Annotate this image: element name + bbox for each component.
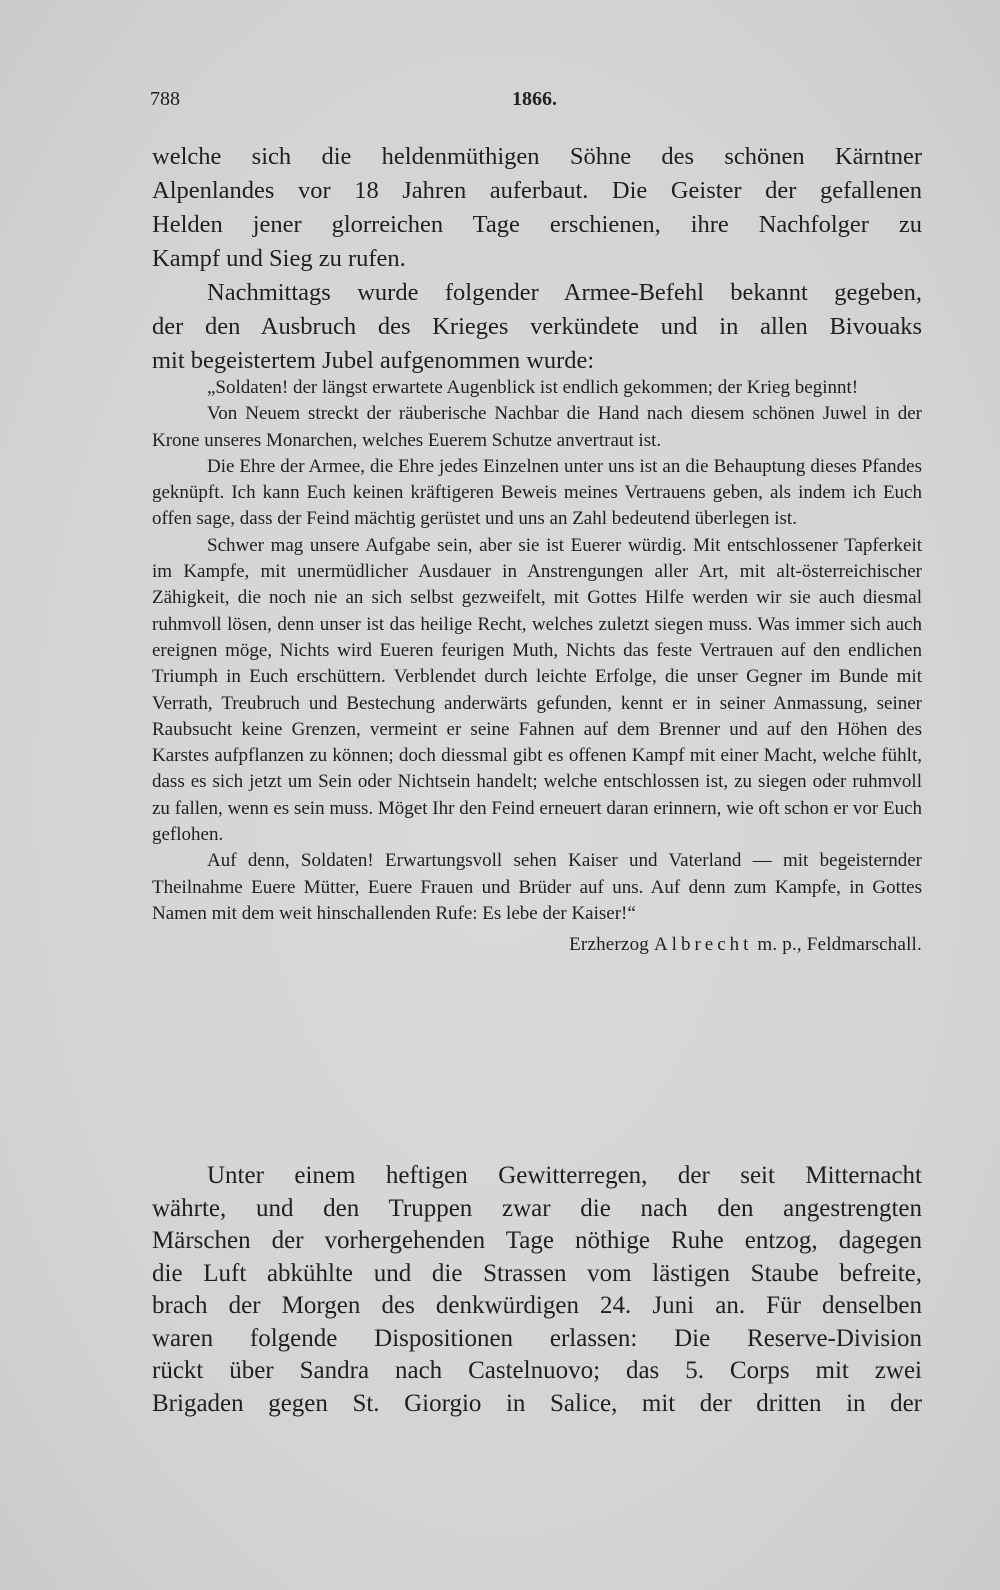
text-line: die Luft abkühlte und die Strassen vom lästigen Staube befreite, — [152, 1259, 922, 1287]
army-order — [152, 375, 922, 959]
order-paragraph: „Soldaten! der längst erwartete Augenblick ist endlich gekommen; der Krieg beginnt! — [207, 377, 859, 398]
order-paragraph: Schwer mag unsere Aufgabe sein, aber sie ist Euerer würdig. Mit entschlossener Tapferkeit im Kampfe, mit unermüdlicher Ausdauer in Anstrengungen aller Art, mit alt-österreichischer Zähigkeit, die noch nie an sich selbst gezweifelt, mit Gottes Hilfe werden wir sie auch diesmal ruhmvoll lösen, denn unser ist das heilige Recht, welches zuletzt siegen muss. Was immer sich auch ereignen möge, Nichts wird Eueren feurigen Muth, Nichts das feste Vertrauen auf den endlichen Triumph in Euch erschüttern. Verblendet durch leichte Erfolge, die unser Gegner im Bunde mit Verrath, Treubruch und Bestechung anderwärts gefunden, kennt er in seiner Anmassung, seiner Raubsucht keine Grenzen, vermeint er seine Fahnen auf dem Brenner und auf den Höhen des Karstes aufpflanzen zu können; doch diessmal gibt es offenen Kampf mit einer Macht, welche fühlt, dass es sich jetzt um Sein oder Nichtsein handelt; welche entschlossen ist, zu siegen oder ruhmvoll zu fallen, wenn es sein muss. Möget Ihr den Feind erneuert daran erinnern, wie oft schon er vor Euch geflohen. — [152, 534, 922, 846]
running-head-year: 1866. — [512, 88, 557, 110]
text-line: Helden jener glorreichen Tage erschienen, ihre Nachfolger zu — [152, 211, 922, 238]
text-line: der den Ausbruch des Krieges verkündete und in allen Bivouaks — [152, 313, 922, 340]
signature-name: Albrecht — [653, 934, 753, 956]
text-line: Alpenlandes vor 18 Jahren auferbaut. Die Geister der gefallenen — [152, 177, 922, 204]
page-header — [150, 88, 920, 118]
intro-text — [152, 140, 922, 378]
text-line: Kampf und Sieg zu rufen. — [152, 245, 406, 272]
text-line: Brigaden gegen St. Giorgio in Salice, mit der dritten in der — [152, 1389, 922, 1417]
text-line: waren folgende Dispositionen erlassen: Die Reserve-Division — [152, 1324, 922, 1352]
order-paragraph: Auf denn, Soldaten! Erwartungsvoll sehen Kaiser und Vaterland — mit begeisternder Theilnahme Euere Mütter, Euere Frauen und Brüder auf uns. Auf denn zum Kampfe, in Gottes Namen mit dem weit hinschallenden Rufe: Es lebe der Kaiser!“ — [152, 850, 922, 924]
text-line: Märschen der vorhergehenden Tage nöthige Ruhe entzog, dagegen — [152, 1227, 922, 1254]
page-number: 788 — [150, 88, 180, 110]
text-line: Nachmittags wurde folgender Armee-Befehl bekannt gegeben, — [207, 279, 922, 306]
closing-text — [152, 1160, 922, 1420]
signature-prefix: Erzherzog — [569, 934, 649, 956]
signature-suffix: m. p., Feldmarschall. — [757, 934, 922, 956]
text-line: mit begeistertem Jubel aufgenommen wurde: — [152, 347, 595, 374]
text-line: Unter einem heftigen Gewitterregen, der seit Mitternacht — [207, 1162, 922, 1189]
text-line: welche sich die heldenmüthigen Söhne des schönen Kärntner — [152, 143, 922, 170]
text-line: brach der Morgen des denkwürdigen 24. Juni an. Für denselben — [152, 1292, 922, 1319]
order-paragraph: Die Ehre der Armee, die Ehre jedes Einzelnen unter uns ist an die Behauptung dieses Pfandes geknüpft. Ich kann Euch keinen kräftigeren Beweis meines Vertrauens geben, als indem ich Euch offen sage, dass der Feind mächtig gerüstet und uns an Zahl bedeutend überlegen ist. — [152, 455, 922, 530]
order-paragraph: Von Neuem streckt der räuberische Nachbar die Hand nach diesem schönen Juwel in der Krone unseres Monarchen, welches Euerem Schutze anvertraut ist. — [152, 403, 922, 451]
text-line: währte, und den Truppen zwar die nach den angestrengten — [152, 1194, 922, 1222]
text-line: rückt über Sandra nach Castelnuovo; das 5. Corps mit zwei — [152, 1357, 922, 1384]
order-signature — [152, 932, 922, 958]
